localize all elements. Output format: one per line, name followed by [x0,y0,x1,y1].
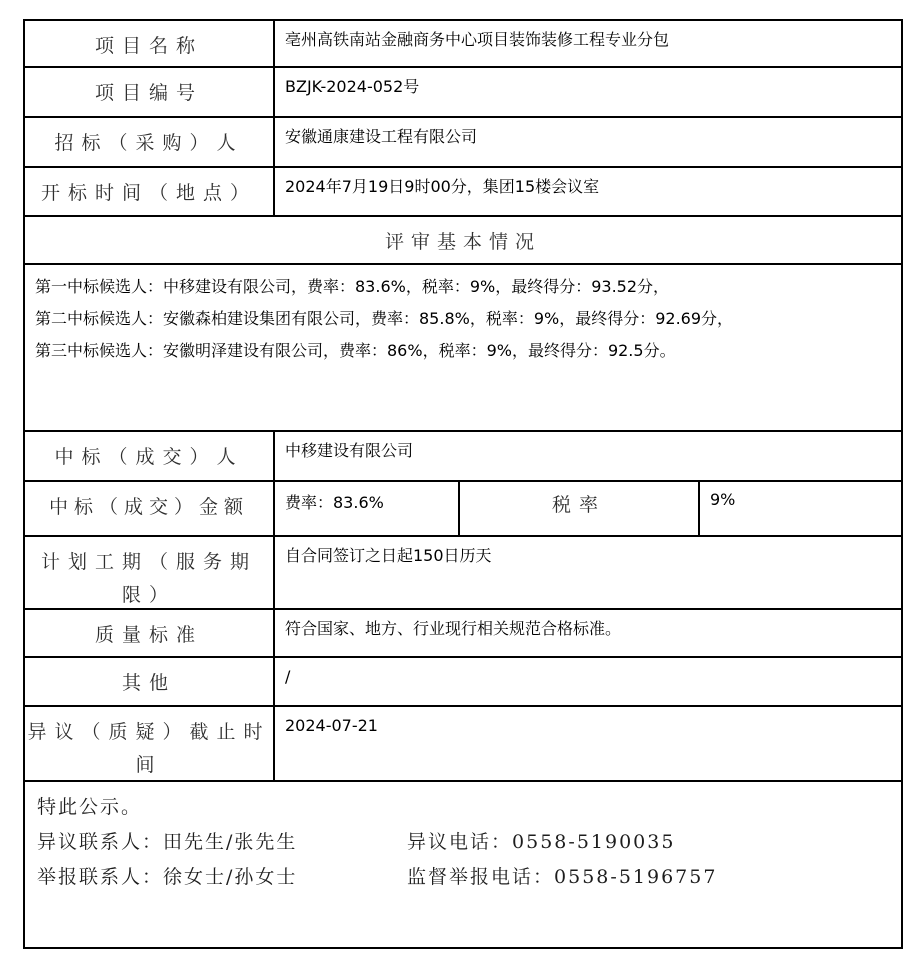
duration-label-line2: 限） [121,584,176,606]
project-code-value: BZJK-2024-052号 [285,77,420,96]
row-project-code [25,68,901,118]
award-amount-label: 中标（成交）金额 [25,482,275,535]
quality-standard-label: 质量标准 [25,610,275,656]
report-contact-line [37,860,887,895]
tax-rate-label-cell: 税率 [460,482,700,535]
objection-deadline-label [25,707,275,780]
row-footer [25,782,901,947]
row-quality-standard [25,610,901,658]
winner-value: 中移建设有限公司 [285,441,414,460]
duration-value: 自合同签订之日起150日历天 [285,546,492,565]
row-duration [25,537,901,610]
other-label: 其他 [25,658,275,705]
objection-deadline-label-line2: 间 [135,754,163,776]
bid-opening-label: 开标时间（地点） [25,168,275,215]
quality-standard-value: 符合国家、地方、行业现行相关规范合格标准。 [285,619,622,638]
row-award-amount [25,482,901,537]
other-value: / [285,667,291,686]
footer-notice: 特此公示。 [37,796,143,818]
report-contact-person: 举报联系人：徐女士/孙女士 [37,866,298,888]
row-objection-deadline [25,707,901,782]
bid-announcement-table [23,19,903,949]
duration-label [25,537,275,608]
objection-contact-person: 异议联系人：田先生/张先生 [37,831,298,853]
row-bid-opening [25,168,901,217]
tax-rate-value-cell: 9% [710,490,736,509]
footer-content [25,782,901,947]
review-content [25,265,901,430]
objection-deadline-value: 2024-07-21 [285,716,378,735]
row-other [25,658,901,707]
row-project-name [25,21,901,68]
report-phone: 监督举报电话：0558-5196757 [407,866,718,888]
tenderee-label: 招标（采购）人 [25,118,275,166]
review-line-first-candidate: 第一中标候选人：中移建设有限公司，费率：83.6%，税率：9%，最终得分：93.52分， [35,277,670,296]
project-name-label: 项目名称 [25,21,275,66]
row-review-header [25,217,901,265]
review-line-second-candidate: 第二中标候选人：安徽森柏建设集团有限公司，费率：85.8%，税率：9%，最终得分：92.69分， [35,309,734,328]
row-tenderee [25,118,901,168]
project-code-label: 项目编号 [25,68,275,116]
objection-contact-line [37,825,887,860]
row-winner [25,432,901,482]
fee-rate-cell: 费率：83.6% [275,482,460,535]
duration-label-line1: 计划工期（服务期 [40,551,257,573]
row-review-content [25,265,901,432]
review-section-title: 评审基本情况 [384,231,541,253]
bid-opening-value: 2024年7月19日9时00分，集团15楼会议室 [285,177,600,196]
objection-phone: 异议电话：0558-5190035 [407,831,676,853]
review-line-third-candidate: 第三中标候选人：安徽明泽建设有限公司，费率：86%，税率：9%，最终得分：92.5分。 [35,341,676,360]
tenderee-value: 安徽通康建设工程有限公司 [285,127,478,146]
project-name-value: 亳州高铁南站金融商务中心项目装饰装修工程专业分包 [285,30,670,49]
winner-label: 中标（成交）人 [25,432,275,480]
objection-deadline-label-line1: 异议（质疑）截止时 [27,721,271,743]
